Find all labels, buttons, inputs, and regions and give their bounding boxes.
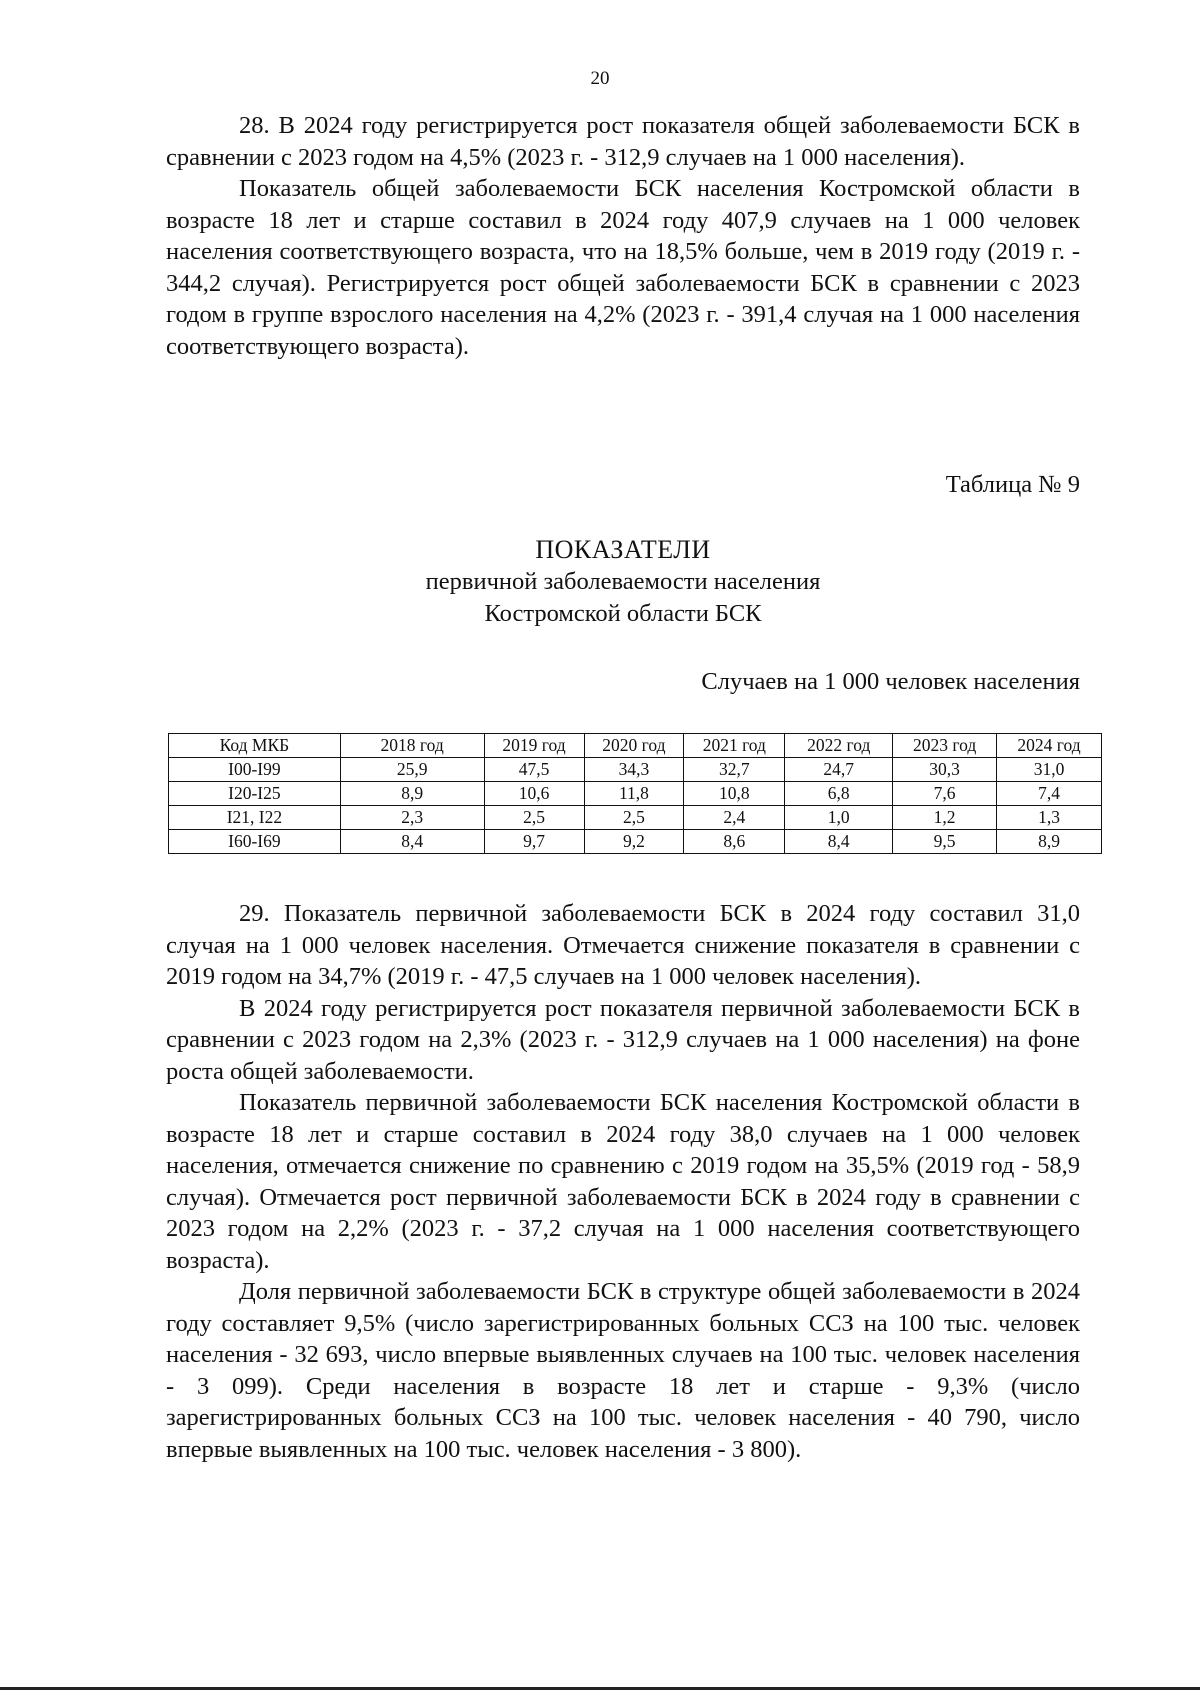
incidence-table [168,733,1102,854]
table-cell: 47,5 [484,758,584,782]
header-cell: 2021 год [684,734,785,758]
page-number: 20 [590,68,610,89]
table-cell: 9,5 [893,830,997,854]
table-cell: 2,3 [340,806,484,830]
table-row [169,806,1102,830]
paragraph: Показатель первичной заболеваемости БСК населения Костромской области в возрасте 18 лет и старше составил в 2024 году 38,0 случаев на 1 000 человек населения, отмечается снижение по сравнению с 2019 годом на 35,5% (2019 год - 58,9 случая). Отмечается рост первичной заболеваемости БСК в 2024 году в сравнении с 2023 годом на 2,2% (2023 г. - 37,2 случая на 1 000 населения соответствующего возраста). [166,1089,1080,1274]
table-title-line: первичной заболеваемости населения [425,568,821,595]
header-cell: 2018 год [340,734,484,758]
table-cell: 1,3 [997,806,1102,830]
table-unit-caption: Случаев на 1 000 человек населения [701,668,1080,695]
table-cell: I60-I69 [169,830,341,854]
header-cell: Код МКБ [169,734,341,758]
table-cell: 9,2 [584,830,684,854]
paragraph: 28. В 2024 году регистрируется рост показателя общей заболеваемости БСК в сравнении с 2023 годом на 4,5% (2023 г. - 312,9 случаев на 1 000 населения). [166,112,1080,171]
table-title-line: Костромской области БСК [484,600,762,627]
paragraph: Доля первичной заболеваемости БСК в структуре общей заболеваемости в 2024 году составляет 9,5% (число зарегистрированных больных ССЗ на 100 тыс. человек населения - 32 693, число впервые выявленных случаев на 100 тыс. человек населения - 3 099). Среди населения в возрасте 18 лет и старше - 9,3% (число зарегистрированных больных ССЗ на 100 тыс. человек населения - 40 790, число впервые выявленных на 100 тыс. человек населения - 3 800). [166,1278,1080,1463]
table-cell: 7,4 [997,782,1102,806]
table-cell: 6,8 [785,782,893,806]
header-cell: 2023 год [893,734,997,758]
table-label: Таблица № 9 [945,471,1080,498]
table-cell: 34,3 [584,758,684,782]
scan-edge-line [0,1687,1200,1690]
header-cell: 2022 год [785,734,893,758]
table-cell: 8,9 [340,782,484,806]
table-cell: 10,6 [484,782,584,806]
table-cell: 10,8 [684,782,785,806]
table-cell: 7,6 [893,782,997,806]
paragraph: 29. Показатель первичной заболеваемости БСК в 2024 году составил 31,0 случая на 1 000 человек населения. Отмечается снижение показателя в сравнении с 2019 годом на 34,7% (2019 г. - 47,5 случаев на 1 000 человек населения). [166,900,1080,990]
header-cell: 2019 год [484,734,584,758]
table-cell: 30,3 [893,758,997,782]
paragraph: В 2024 году регистрируется рост показателя первичной заболеваемости БСК в сравнении с 2023 годом на 2,3% (2023 г. - 312,9 случаев на 1 000 населения) на фоне роста общей заболеваемости. [166,994,1080,1085]
table-cell: 25,9 [340,758,484,782]
table-cell: 8,9 [997,830,1102,854]
header-cell: 2024 год [997,734,1102,758]
table-row [169,782,1102,806]
section-28-text [166,110,1080,362]
table-cell: 1,0 [785,806,893,830]
table-cell: I21, I22 [169,806,341,830]
table-cell: 24,7 [785,758,893,782]
table-cell: 9,7 [484,830,584,854]
table-cell: 31,0 [997,758,1102,782]
table-cell: 32,7 [684,758,785,782]
table-header-row [169,734,1102,758]
table-cell: 2,4 [684,806,785,830]
table-row [169,758,1102,782]
table-cell: I20-I25 [169,782,341,806]
header-cell: 2020 год [584,734,684,758]
paragraph: Показатель общей заболеваемости БСК населения Костромской области в возрасте 18 лет и старше составил в 2024 году 407,9 случаев на 1 000 человек населения соответствующего возраста, что на 18,5% больше, чем в 2019 году (2019 г. - 344,2 случая). Регистрируется рост общей заболеваемости БСК в сравнении с 2023 годом в группе взрослого населения на 4,2% (2023 г. - 391,4 случая на 1 000 населения соответствующего возраста). [166,175,1080,360]
table-row [169,830,1102,854]
table-cell: 11,8 [584,782,684,806]
table-cell: 8,6 [684,830,785,854]
table-cell: 2,5 [484,806,584,830]
table-title-main: ПОКАЗАТЕЛИ [535,535,711,564]
table-cell: 8,4 [785,830,893,854]
table-cell: 2,5 [584,806,684,830]
section-29-text [166,898,1080,1465]
table-cell: I00-I99 [169,758,341,782]
table-cell: 8,4 [340,830,484,854]
table-cell: 1,2 [893,806,997,830]
table-title [166,534,1080,630]
